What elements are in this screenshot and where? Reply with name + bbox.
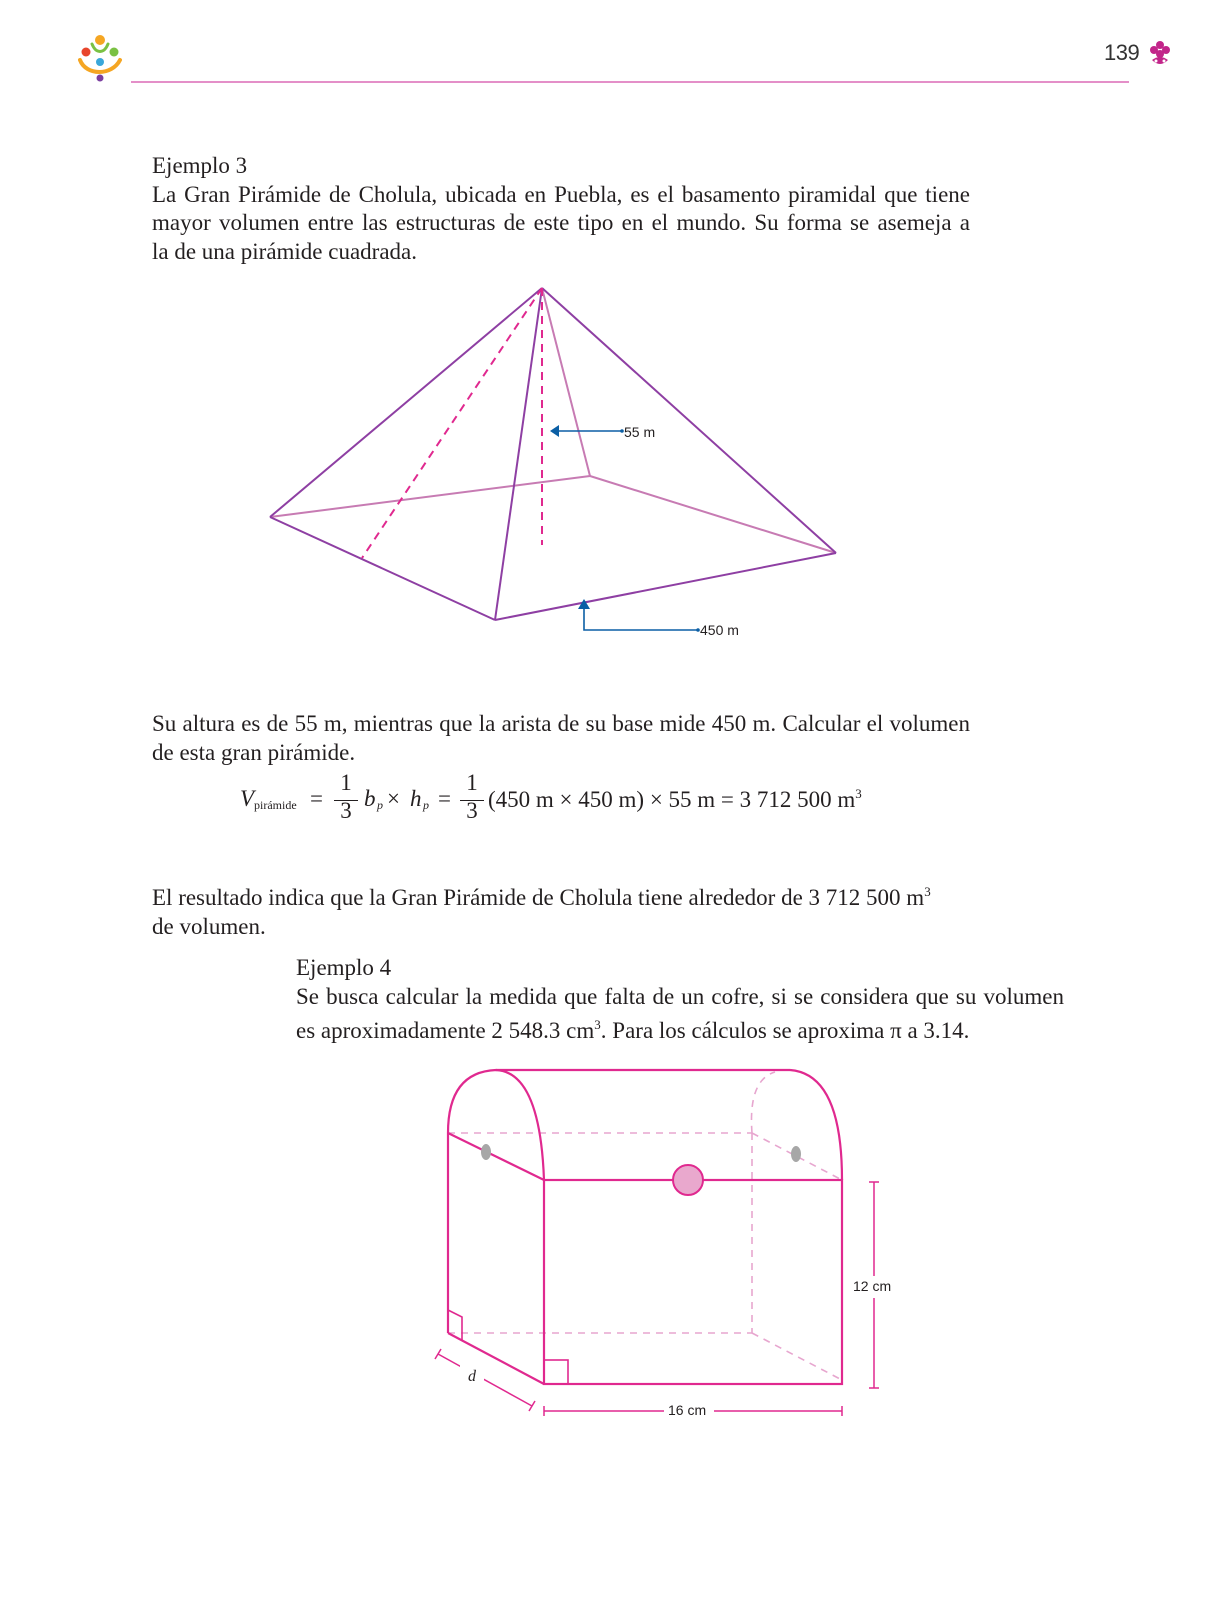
fraction-numerator: 1 xyxy=(466,770,478,795)
formula-v: V xyxy=(240,786,255,811)
hinge-icon xyxy=(481,1144,491,1160)
chest-hidden-edges xyxy=(448,1072,842,1380)
example3-body xyxy=(152,710,970,767)
base-pointer xyxy=(584,606,698,630)
result-text: El resultado indica que la Gran Pirámide de Cholula tiene alrededor de 3 712 500 m xyxy=(152,885,925,910)
chest-visible-edges xyxy=(448,1070,842,1384)
result-exp: 3 xyxy=(924,884,931,899)
formula-eq: = xyxy=(310,786,323,811)
pyramid-edge xyxy=(542,288,836,553)
example3-result xyxy=(152,878,970,941)
example4-heading: Ejemplo 4 xyxy=(296,955,392,980)
formula-exp: 3 xyxy=(855,786,862,801)
formula-expr-text: (450 m × 450 m) × 55 m = 3 712 500 m xyxy=(488,787,856,812)
example4-line2-exp: 3 xyxy=(594,1017,601,1032)
body-line: Su altura es de 55 m, mientras que la arista de su base mide 450 m. Calcular el volumen xyxy=(152,711,970,736)
example3-heading: Ejemplo 3 xyxy=(152,153,248,178)
result-line xyxy=(152,878,970,913)
pyramid-edge xyxy=(495,553,836,620)
depth-dimension-line xyxy=(438,1354,532,1406)
height-label: 55 m xyxy=(624,424,656,440)
formula-eq2: = xyxy=(438,786,451,811)
formula-times: × xyxy=(387,786,400,811)
header-rule xyxy=(131,81,1129,83)
formula-h-sub: p xyxy=(423,798,429,812)
page-number: 139 xyxy=(1104,40,1140,65)
example4-line2-b: . Para los cálculos se aproxima π a 3.14. xyxy=(600,1018,970,1043)
formula-b-sub: p xyxy=(377,798,383,812)
lock-icon xyxy=(673,1165,703,1195)
pyramid-hidden-edge xyxy=(590,476,836,553)
formula-expression xyxy=(488,786,862,813)
formula-v-sub: pirámide xyxy=(254,798,297,812)
fraction-denominator: 3 xyxy=(466,798,478,823)
logo-icon xyxy=(72,30,128,86)
volume-formula xyxy=(240,770,940,840)
right-angle-mark xyxy=(544,1360,568,1384)
example4-text xyxy=(296,954,1064,1046)
flower-ornament-icon xyxy=(1146,38,1174,70)
pyramid-figure xyxy=(250,280,870,660)
pyramid-hidden-edge xyxy=(270,476,590,517)
pyramid-hidden-edge xyxy=(542,288,590,476)
example4-line2-a: es aproximadamente 2 548.3 cm xyxy=(296,1018,595,1043)
example4-line xyxy=(296,1011,1064,1046)
slant-height-line xyxy=(362,288,542,558)
height-label: 12 cm xyxy=(853,1278,892,1294)
result-line: de volumen. xyxy=(152,913,266,939)
width-label: 16 cm xyxy=(668,1402,707,1418)
pyramid-edge xyxy=(495,288,542,620)
depth-label: d xyxy=(468,1368,476,1385)
example3-text xyxy=(152,152,970,266)
example4-line: Se busca calcular la medida que falta de un cofre, si se considera que su volumen xyxy=(296,983,1064,1009)
arrow-left-icon xyxy=(550,425,559,437)
example3-line: La Gran Pirámide de Cholula, ubicada en Puebla, es el basamento piramidal que tiene xyxy=(152,181,970,207)
fraction-denominator: 3 xyxy=(340,798,352,823)
chest-figure xyxy=(430,1060,910,1440)
example3-line: la de una pirámide cuadrada. xyxy=(152,238,418,264)
formula-h: h xyxy=(410,786,422,811)
pyramid-edge xyxy=(270,288,542,517)
fraction-numerator: 1 xyxy=(340,770,352,795)
hinge-icon xyxy=(791,1146,801,1162)
pyramid-edge xyxy=(270,517,495,620)
body-line: de esta gran pirámide. xyxy=(152,739,356,765)
formula-b: b xyxy=(364,786,376,811)
example3-line: mayor volumen entre las estructuras de este tipo en el mundo. Su forma se asemeja a xyxy=(152,210,970,235)
base-label: 450 m xyxy=(700,622,739,638)
